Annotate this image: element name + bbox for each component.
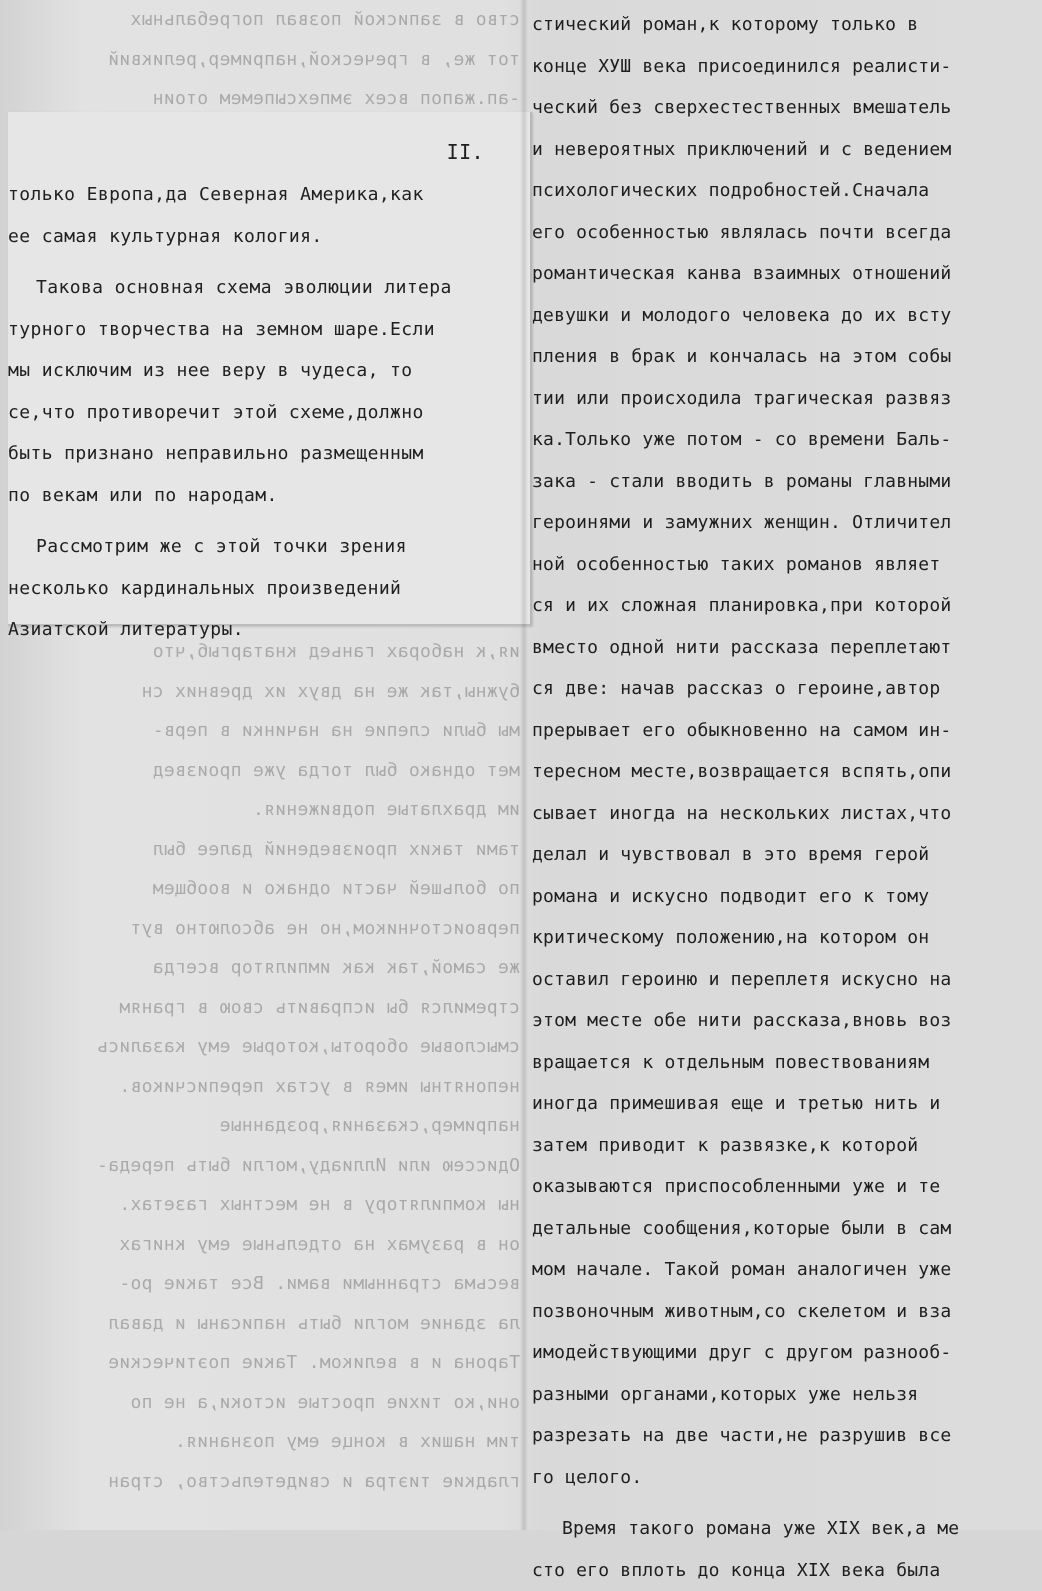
text-line: детальные сообщения,которые были в сам xyxy=(532,1208,1038,1250)
text-line: быть признано неправильно размещенным xyxy=(8,433,518,475)
ghost-line: -ап.жапоп всех эмпехсыпемем отоин xyxy=(108,79,520,119)
text-line: зака - стали вводить в романы главными xyxy=(532,461,1038,503)
text-line: сывает иногда на нескольких листах,что xyxy=(532,793,1038,835)
text-line: се,что противоречит этой схеме,должно xyxy=(8,392,518,434)
ghost-line: по большей части однако и вообщем xyxy=(97,869,520,909)
text-line: иногда примешивая еще и третью нить и xyxy=(532,1083,1038,1125)
text-line: сто его вплоть до конца XIX века была xyxy=(532,1550,1038,1591)
text-line: Время такого романа уже XIX век,а ме xyxy=(532,1508,1038,1550)
page-fold-seam xyxy=(520,0,528,1530)
text-line: тересном месте,возвращается вспять,опи xyxy=(532,751,1038,793)
text-line: по векам или по народам. xyxy=(8,475,518,517)
text-line: вращается к отдельным повествованиям xyxy=(532,1042,1038,1084)
text-line: оказываются приспособленными уже и те xyxy=(532,1166,1038,1208)
text-line: романа и искусно подводит его к тому xyxy=(532,876,1038,918)
text-line: делал и чувствовал в это время герой xyxy=(532,834,1038,876)
ghost-line: мет однако был тогда уже произвед xyxy=(97,751,520,791)
text-line: разрезать на две части,не разрушив все xyxy=(532,1415,1038,1457)
ghost-line: непонятны имея в устах переписчиков. xyxy=(97,1067,520,1107)
text-line: и невероятных приключений и с ведением xyxy=(532,129,1038,171)
ghost-line: весьма странными вами. Все такие ро- xyxy=(97,1264,520,1304)
text-line: позвоночным животным,со скелетом и вза xyxy=(532,1291,1038,1333)
ghost-line: Одиссею или Иллиаду,могли быть переда- xyxy=(97,1146,520,1186)
text-line: Рассмотрим же с этой точки зрения xyxy=(8,526,518,568)
ghost-line: тим наших в конце ему познания. xyxy=(97,1422,520,1462)
text-line: мом начале. Такой роман аналогичен уже xyxy=(532,1249,1038,1291)
text-line: конце ХУШ века присоединился реалисти- xyxy=(532,46,1038,88)
ghost-line: смысловые обороты,которые ему казались xyxy=(97,1027,520,1067)
text-line: тии или происходила трагическая развяз xyxy=(532,378,1038,420)
text-line: психологических подробностей.Сначала xyxy=(532,170,1038,212)
text-line: ческий без сверхестественных вмешатель xyxy=(532,87,1038,129)
text-line: турного творчества на земном шаре.Если xyxy=(8,309,518,351)
text-line: затем приводит к развязке,к которой xyxy=(532,1125,1038,1167)
text-line: критическому положению,на котором он xyxy=(532,917,1038,959)
right-column xyxy=(532,4,1038,1591)
text-line: девушки и молодого человека до их всту xyxy=(532,295,1038,337)
text-line: разными органами,которых уже нельзя xyxy=(532,1374,1038,1416)
text-line: его особенностью являлась почти всегда xyxy=(532,212,1038,254)
ghost-line: мы были слепие на начинки в перв- xyxy=(97,711,520,751)
text-line: пления в брак и кончалась на этом собы xyxy=(532,336,1038,378)
text-line: ся две: начав рассказ о героине,автор xyxy=(532,668,1038,710)
text-line: стический роман,к которому только в xyxy=(532,4,1038,46)
text-line: ной особенностью таких романов являет xyxy=(532,544,1038,586)
ghost-line: стремился бы исправить свою в граням xyxy=(97,988,520,1028)
ghost-line: он в разумах на отдельные ему книгах xyxy=(97,1225,520,1265)
ghost-line: тот же, в греческой,например,реликвий xyxy=(108,40,520,80)
bleed-through-bottom xyxy=(97,632,520,1501)
text-line: мы исключим из нее веру в чудеса, то xyxy=(8,350,518,392)
text-line: только Европа,да Северная Америка,как xyxy=(8,174,518,216)
ghost-line: тами таких произведений далее был xyxy=(97,830,520,870)
ghost-line: же самой,так как импилятор всегда xyxy=(97,948,520,988)
ghost-line: им драхлатые подвижения. xyxy=(97,790,520,830)
left-column xyxy=(8,130,518,651)
text-line: ка.Только уже потом - со времени Баль- xyxy=(532,419,1038,461)
text-line: героинями и замужних женщин. Отличител xyxy=(532,502,1038,544)
text-line: ее самая культурная кология. xyxy=(8,216,518,258)
text-line: Такова основная схема эволюции литера xyxy=(8,267,518,309)
ghost-line: первоисточником,но не абсолютно вут xyxy=(97,909,520,949)
text-line: го целого. xyxy=(532,1457,1038,1499)
ghost-line: ны компилятору в не местных газетах. xyxy=(97,1185,520,1225)
ghost-line: ла здание могли быть написаны и давал xyxy=(97,1304,520,1344)
ghost-line: они,ко тихие простые истоки,а не по xyxy=(97,1383,520,1423)
ghost-line: бужны,так же на двух их древних сн xyxy=(97,672,520,712)
section-numeral: II. xyxy=(8,130,518,174)
text-line: имодействующими друг с другом разнооб- xyxy=(532,1332,1038,1374)
ghost-line: ство в запиской позвал погребальных xyxy=(108,0,520,40)
text-line: этом месте обе нити рассказа,вновь воз xyxy=(532,1000,1038,1042)
text-line: вместо одной нити рассказа переплетают xyxy=(532,627,1038,669)
text-line: прерывает его обыкновенно на самом ин- xyxy=(532,710,1038,752)
text-line: ся и их сложная планировка,при которой xyxy=(532,585,1038,627)
ghost-line: например,сказания,розданные xyxy=(97,1106,520,1146)
bleed-through-top xyxy=(108,0,520,119)
text-line: несколько кардинальных произведений xyxy=(8,568,518,610)
text-line: оставил героиню и переплетя искусно на xyxy=(532,959,1038,1001)
ghost-line: Тарона и в великом. Такие поэтические xyxy=(97,1343,520,1383)
text-line: романтическая канва взаимных отношений xyxy=(532,253,1038,295)
ghost-line: гладкие тиэтра и свидетельство, стран xyxy=(97,1462,520,1502)
text-line: Азиатской литературы. xyxy=(8,609,518,651)
ghost-line: ия,к наборах ганьед кнатаргыб,что xyxy=(97,632,520,672)
